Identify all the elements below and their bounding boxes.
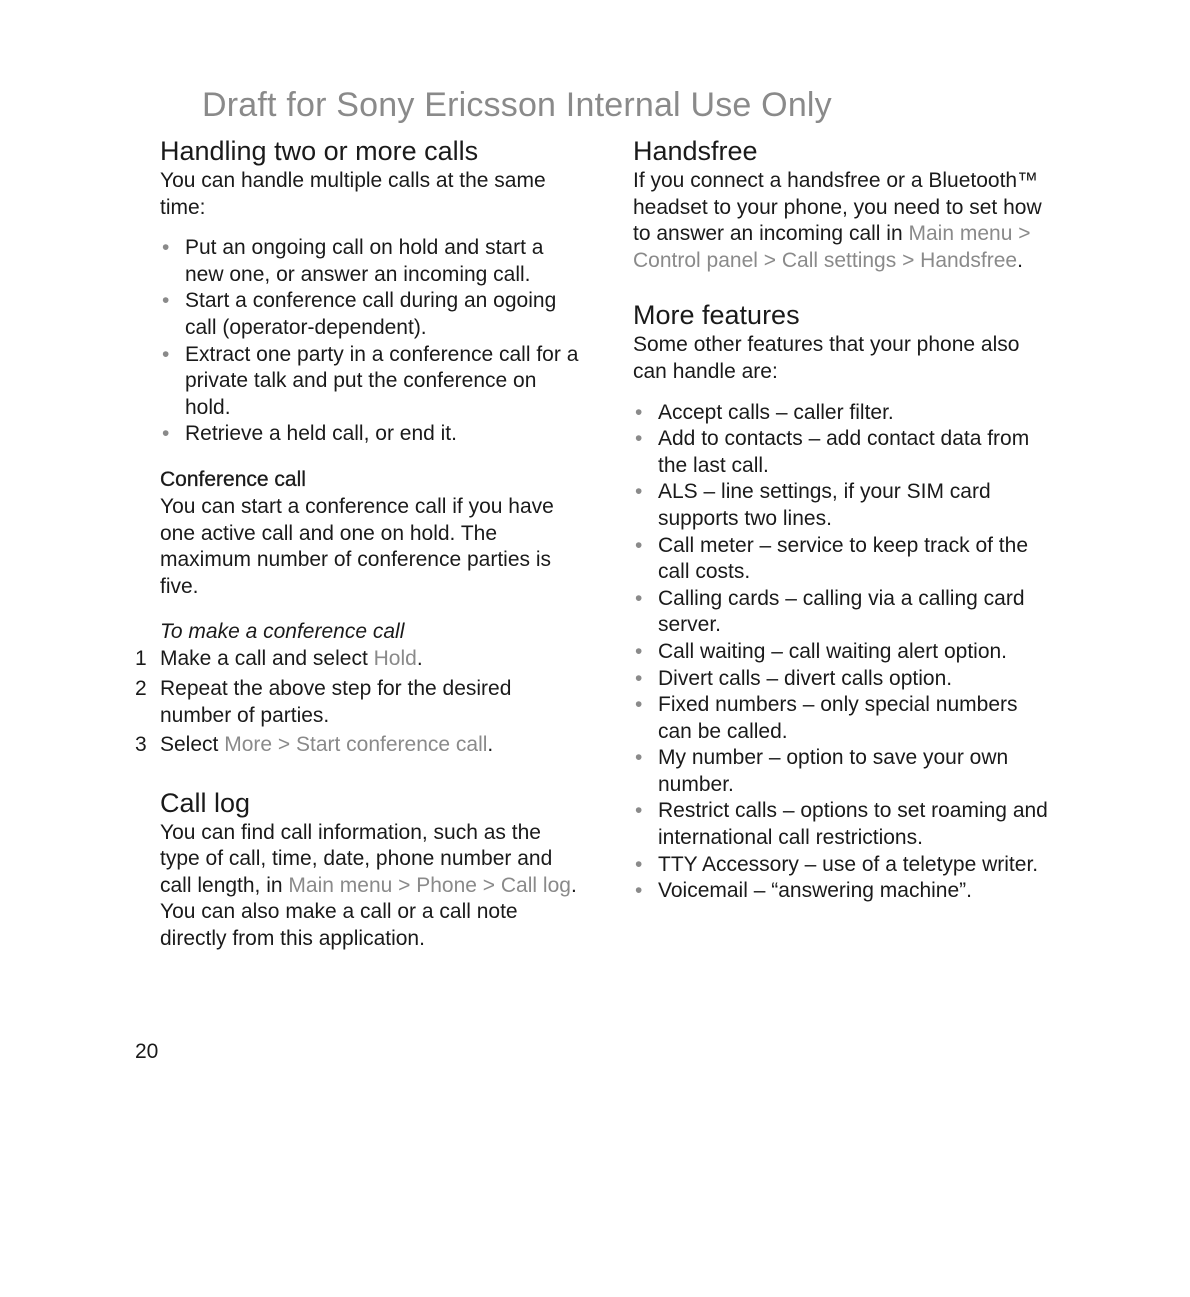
ui-reference: More > Start conference call	[224, 733, 488, 757]
section-title-more-features: More features	[633, 300, 800, 331]
section-title-handling: Handling two or more calls	[160, 136, 479, 166]
list-item: • Put an ongoing call on hold and start a new one, or answer an incoming call.	[162, 236, 544, 286]
list-item: • Accept calls – caller filter.	[633, 400, 1053, 427]
bullet-icon: •	[635, 879, 643, 903]
bullet-icon: •	[635, 639, 643, 663]
bullet-icon: •	[162, 236, 170, 260]
handling-intro: You can handle multiple calls at the same time:	[160, 169, 546, 219]
bullet-icon: •	[162, 289, 170, 313]
list-item: • Retrieve a held call, or end it.	[160, 421, 580, 448]
ui-reference: Hold	[373, 647, 417, 671]
list-item: • TTY Accessory – use of a teletype writer.	[633, 852, 1053, 879]
bullet-icon: •	[635, 852, 643, 876]
list-item: • Calling cards – calling via a calling card server.	[635, 586, 1025, 637]
bullet-icon: •	[635, 480, 643, 504]
page-number: 20	[135, 1040, 159, 1063]
ui-reference: Main menu > Control panel > Call settings > Handsfree	[633, 222, 1031, 272]
list-item: • ALS – line settings, if your SIM card supports two lines.	[635, 480, 991, 530]
bullet-icon: •	[635, 586, 643, 610]
section-title-handsfree: Handsfree	[633, 136, 758, 166]
bullet-icon: •	[635, 427, 643, 451]
handsfree-body: If you connect a handsfree or a Bluetooth™ headset to your phone, you need to set how to answer an incoming call in Main menu > Control panel > Call settings > Handsfree.	[633, 169, 1042, 272]
list-item: • Restrict calls – options to set roaming and international call restrictions.	[635, 799, 1048, 850]
subsection-title-conference: Conference call	[160, 467, 306, 491]
bullet-icon: •	[635, 693, 643, 717]
howto-title-conference: To make a conference call	[160, 620, 405, 644]
conference-body: You can start a conference call if you have one active call and one on hold. The maximum number of conference parties is five.	[160, 494, 554, 598]
list-item: • Extract one party in a conference call for a private talk and put the conference on hold.	[162, 342, 579, 419]
list-item: • My number – option to save your own number.	[635, 746, 1009, 796]
conference-steps	[135, 646, 580, 758]
section-title-calllog: Call log	[160, 787, 251, 818]
list-item: • Call waiting – call waiting alert option.	[633, 639, 1053, 666]
more-features-intro: Some other features that your phone also can handle are:	[633, 333, 1020, 383]
list-item: • Voicemail – “answering machine”.	[633, 878, 1053, 905]
list-item: • Fixed numbers – only special numbers can be called.	[635, 693, 1018, 743]
draft-watermark: Draft for Sony Ericsson Internal Use Only	[202, 86, 832, 124]
calllog-body: You can find call information, such as the type of call, time, date, phone number and call length, in Main menu > Phone > Call log. You can also make a call or a call note directly from this application.	[160, 820, 577, 951]
bullet-icon: •	[635, 666, 643, 690]
handling-bullet-list	[160, 235, 580, 448]
bullet-icon: •	[635, 746, 643, 770]
right-column	[633, 134, 1053, 905]
ui-reference: Main menu > Phone > Call log	[288, 873, 571, 897]
list-item: • Call meter – service to keep track of the call costs.	[635, 533, 1028, 584]
bullet-icon: •	[162, 342, 170, 366]
features-bullet-list	[633, 400, 1053, 905]
step-item: 3 Select More > Start conference call.	[135, 733, 494, 757]
bullet-icon: •	[635, 799, 643, 823]
bullet-icon: •	[162, 422, 170, 446]
step-item: 2 Repeat the above step for the desired number of parties.	[135, 676, 512, 727]
list-item: • Start a conference call during an ogoing call (operator-dependent).	[162, 289, 557, 339]
list-item: • Add to contacts – add contact data from the last call.	[635, 427, 1030, 477]
step-item: 1 Make a call and select Hold.	[135, 647, 423, 671]
left-column	[135, 134, 580, 953]
list-item: • Divert calls – divert calls option.	[633, 666, 1053, 693]
bullet-icon: •	[635, 400, 643, 424]
bullet-icon: •	[635, 533, 643, 557]
